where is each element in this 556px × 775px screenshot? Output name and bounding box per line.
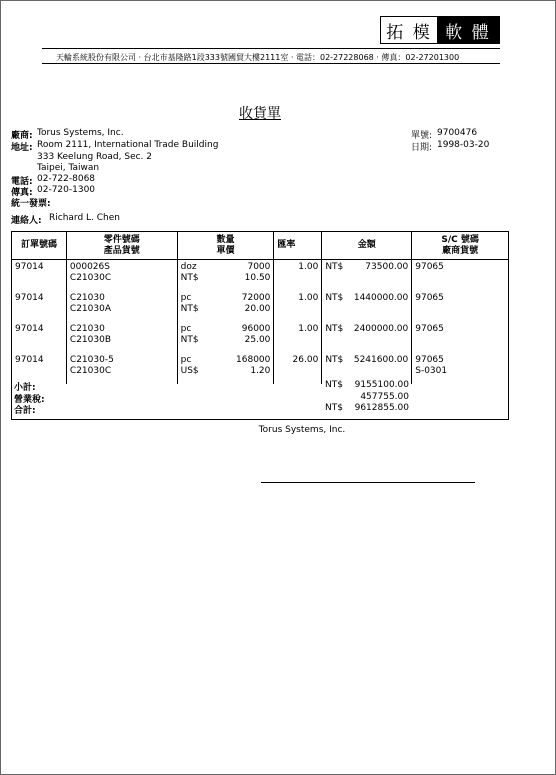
header-sc: S/C 號碼 廠商貨號 — [412, 232, 509, 260]
company-logo — [380, 16, 500, 44]
contact-label: 連絡人: — [11, 216, 42, 226]
tax-value: 457755.00 — [360, 392, 409, 402]
table-row: 97014 C21030 C21030A pc 72000 NT$ 20.00 1.00 NT$ 1440000.00 97065 — [12, 291, 509, 322]
logo-text-right: 軟 體 — [437, 17, 499, 43]
fax-value: 02-720-1300 — [37, 185, 96, 195]
subtotal-currency: NT$ — [325, 380, 343, 390]
totals-box — [11, 378, 509, 420]
table-header-row — [12, 232, 509, 260]
header-amount: 金額 — [322, 232, 412, 260]
header-qty: 數量 單價 — [177, 232, 274, 260]
document-title: 收貨單 — [239, 106, 281, 122]
company-header-line: 天輪系統股份有限公司 · 台北市基隆路1段333號國貿大樓2111室 · 電話：02-27228068 · 傳真：02-27201300 — [56, 53, 460, 62]
phone-label: 電話: — [11, 177, 33, 187]
header-part: 零件號碼 產品貨號 — [66, 232, 177, 260]
phone-value: 02-722-8068 — [37, 174, 96, 184]
header-rule-top — [42, 48, 500, 49]
table-row: 97014 C21030 C21030B pc 96000 NT$ 25.00 1.00 NT$ 2400000.00 97065 — [12, 322, 509, 353]
total-value: 9612855.00 — [354, 403, 409, 413]
doc-number-label: 單號: — [411, 131, 433, 141]
subtotal-label: 小計: — [14, 383, 36, 393]
address-line-2: 333 Keelung Road, Sec. 2 — [37, 152, 153, 162]
header-rate: 匯率 — [274, 232, 322, 260]
items-table — [11, 231, 509, 384]
address-label: 地址: — [11, 143, 33, 153]
table-row: 97014 000026S C21030C doz 7000 NT$ 10.50 1.00 NT$ 73500.00 97065 — [12, 260, 509, 292]
total-label: 合計: — [14, 406, 36, 416]
doc-date-label: 日期: — [411, 143, 433, 153]
doc-number: 9700476 — [437, 128, 478, 138]
doc-date: 1998-03-20 — [437, 140, 490, 150]
vendor-label: 廠商: — [11, 131, 33, 141]
footer-company: Torus Systems, Inc. — [258, 425, 346, 435]
vendor-name: Torus Systems, Inc. — [37, 128, 124, 138]
invoice-label: 統一發票: — [11, 199, 51, 209]
subtotal-value: 9155100.00 — [354, 380, 409, 390]
signature-line — [261, 482, 475, 483]
total-currency: NT$ — [325, 403, 343, 413]
contact-name: Richard L. Chen — [49, 213, 121, 223]
address-line-3: Taipei, Taiwan — [37, 163, 100, 173]
header-order: 訂單號碼 — [12, 232, 67, 260]
header-rule-bottom — [42, 63, 500, 64]
tax-label: 營業稅: — [14, 395, 45, 405]
logo-text-left: 拓 模 — [386, 22, 432, 43]
table-row: 97014 C21030-5 C21030C pc 168000 US$ 1.20 26.00 NT$ 5241600.00 97065 S-0301 — [12, 353, 509, 384]
address-line-1: Room 2111, International Trade Building — [37, 140, 219, 150]
fax-label: 傳真: — [11, 188, 33, 198]
